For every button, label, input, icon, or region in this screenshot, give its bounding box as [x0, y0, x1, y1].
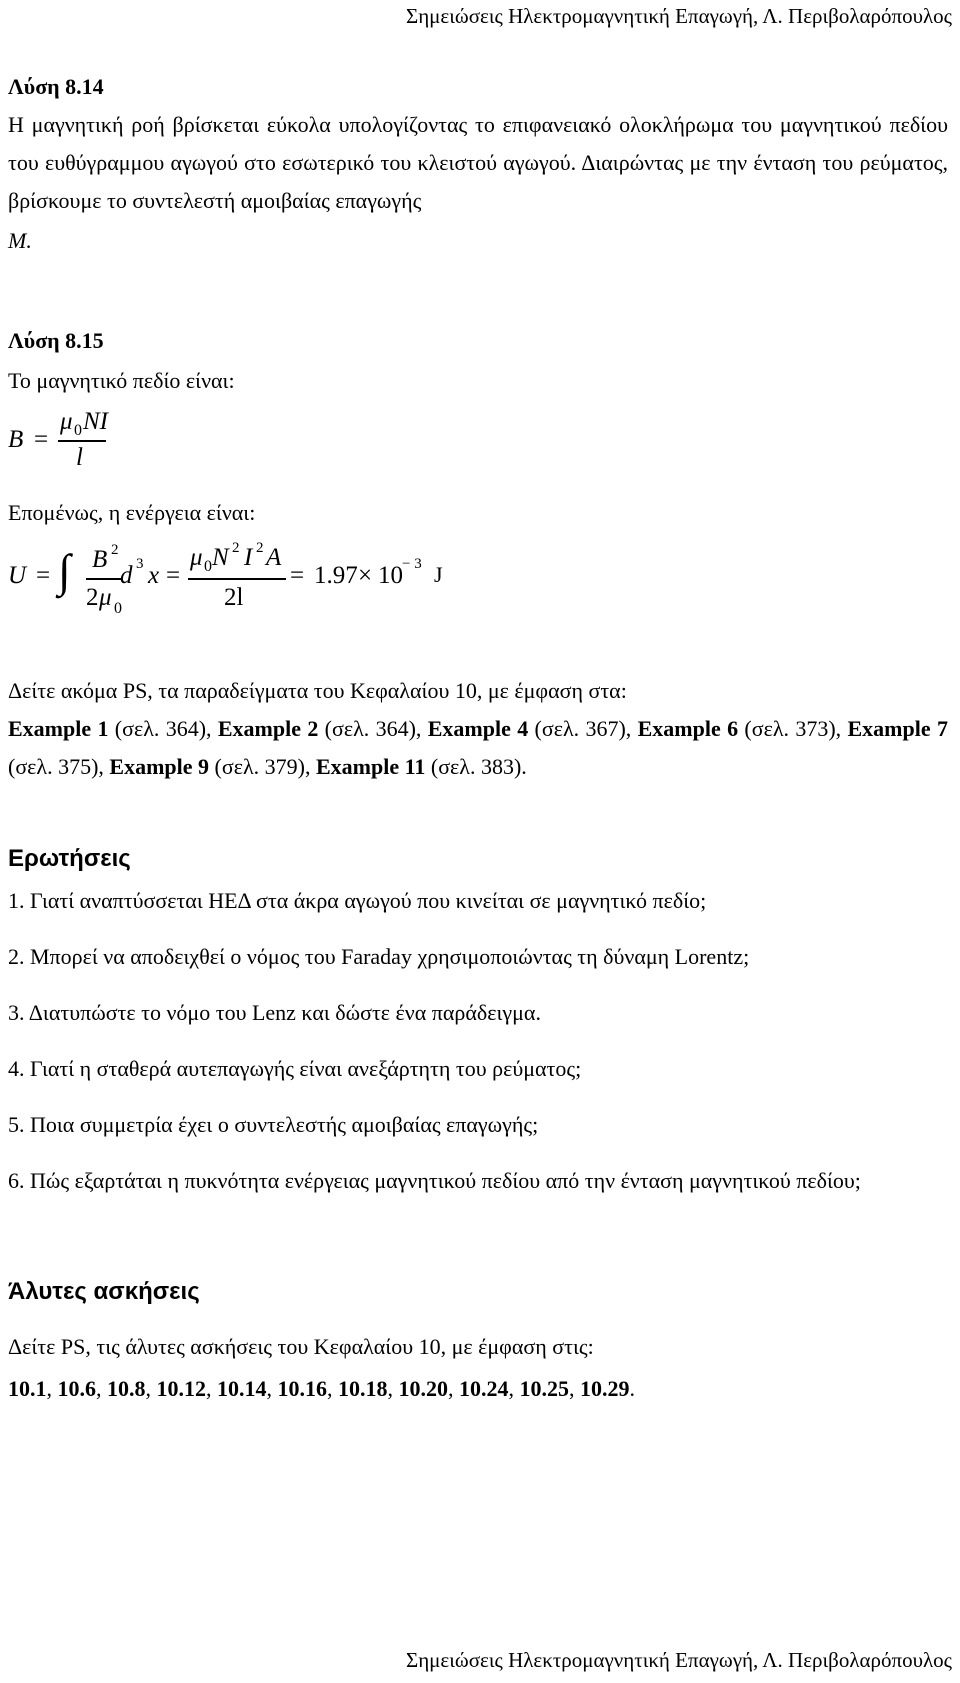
eq2-A: A — [266, 544, 282, 571]
eq1-sub0: 0 — [74, 422, 82, 439]
exercise-number: 10.1 — [8, 1376, 47, 1401]
eq2-equals-1: = — [36, 562, 51, 589]
energy-equation — [0, 540, 520, 630]
page-header: Σημειώσεις Ηλεκτρομαγνητική Επαγωγή, Λ. Περιβολαρόπουλος — [405, 4, 952, 28]
eq2-mu: μ — [99, 584, 112, 611]
example-page-ref: (σελ. 364), — [318, 716, 428, 741]
example-page-ref: (σελ. 383). — [425, 754, 527, 779]
exercise-number: 10.18 — [338, 1376, 388, 1401]
exercise-separator: , — [96, 1376, 107, 1401]
exercise-separator: , — [206, 1376, 217, 1401]
mutual-inductance-symbol: M. — [8, 228, 32, 253]
example-name: Example 2 — [217, 716, 319, 741]
eq2-I-exponent: 2 — [256, 540, 264, 556]
eq2-equals-3: = — [290, 562, 305, 589]
eq2-fraction-bar-1 — [86, 578, 122, 580]
example-name: Example 1 — [8, 716, 109, 741]
page-footer: Σημειώσεις Ηλεκτρομαγνητική Επαγωγή, Λ. Περιβολαρόπουλος — [405, 1648, 952, 1672]
unsolved-title: Άλυτες ασκήσεις — [8, 1278, 200, 1305]
eq2-exponent: − 3 — [402, 556, 422, 572]
eq2-value: 1.97 — [314, 562, 358, 589]
eq2-mu-2-sub0: 0 — [204, 558, 212, 575]
exercise-separator: , — [327, 1376, 338, 1401]
eq2-N-exponent: 2 — [232, 540, 240, 556]
exercise-number: 10.29 — [580, 1376, 630, 1401]
eq2-d-exponent: 3 — [136, 556, 144, 572]
eq2-N: N — [212, 544, 229, 571]
example-name: Example 7 — [847, 716, 948, 741]
eq2-fraction-bar-2 — [188, 578, 286, 580]
unsolved-text: Δείτε PS, τις άλυτες ασκήσεις του Κεφαλαίου 10, με έμφαση στις: — [8, 1334, 594, 1359]
eq1-denominator: l — [76, 444, 83, 471]
exercise-separator: . — [629, 1376, 635, 1401]
eq2-mu-sub0: 0 — [114, 600, 122, 617]
example-page-ref: (σελ. 367), — [528, 716, 638, 741]
eq2-denominator: 2l — [224, 584, 244, 611]
exercise-number: 10.6 — [57, 1376, 96, 1401]
eq1-mu: μ — [60, 408, 73, 435]
exercise-separator: , — [448, 1376, 459, 1401]
eq1-B: B — [8, 426, 24, 453]
unsolved-exercise-list — [8, 1372, 948, 1406]
exercise-number: 10.20 — [398, 1376, 448, 1401]
field-equation — [0, 408, 200, 478]
field-intro: Το μαγνητικό πεδίο είναι: — [8, 368, 235, 393]
example-page-ref: (σελ. 373), — [738, 716, 848, 741]
eq1-equals: = — [34, 426, 49, 453]
example-name: Example 11 — [315, 754, 426, 779]
example-page-ref: (σελ. 379), — [209, 754, 316, 779]
eq2-B-exponent: 2 — [111, 542, 119, 558]
eq1-NI: NI — [83, 408, 108, 435]
see-also-text: Δείτε ακόμα PS, τα παραδείγματα του Κεφαλαίου 10, με έμφαση στα: — [8, 678, 627, 703]
eq2-I: I — [244, 544, 253, 571]
exercise-number: 10.8 — [107, 1376, 146, 1401]
eq2-B: B — [92, 546, 108, 573]
eq2-times: × — [358, 562, 373, 589]
question-1: 1. Γιατί αναπτύσσεται ΗΕΔ στα άκρα αγωγού που κινείται σε μαγνητικό πεδίο; — [8, 888, 707, 913]
eq2-integral-sign: ∫ — [58, 545, 71, 596]
exercise-number: 10.24 — [459, 1376, 509, 1401]
example-page-ref: (σελ. 375), — [8, 754, 110, 779]
question-5: 5. Ποια συμμετρία έχει ο συντελεστής αμοιβαίας επαγωγής; — [8, 1112, 539, 1137]
question-6: 6. Πώς εξαρτάται η πυκνότητα ενέργειας μαγνητικού πεδίου από την ένταση μαγνητικού πεδίου; — [8, 1168, 861, 1193]
eq2-equals-2: = — [166, 562, 181, 589]
exercise-separator: , — [266, 1376, 278, 1401]
example-name: Example 6 — [637, 716, 739, 741]
eq2-mu-2: μ — [190, 544, 203, 571]
eq2-U: U — [8, 562, 27, 589]
solution-8-14-text — [8, 106, 948, 220]
solution-8-14-title: Λύση 8.14 — [8, 74, 104, 99]
exercise-number: 10.14 — [217, 1376, 267, 1401]
solution-8-15-title: Λύση 8.15 — [8, 328, 104, 353]
exercise-separator: , — [46, 1376, 58, 1401]
eq2-d: d — [120, 562, 133, 589]
exercise-separator: , — [387, 1376, 399, 1401]
eq2-two: 2 — [86, 584, 99, 611]
solution-8-14-body: Η μαγνητική ροή βρίσκεται εύκολα υπολογίζοντας το επιφανειακό ολοκλήρωμα του μαγνητικού πεδίου του ευθύγραμμου αγωγού στο εσωτερικό του κλειστού αγωγού. Διαιρώντας με την ένταση του ρεύματος, βρίσκουμε το συντελεστή αμοιβαίας επαγωγής — [8, 112, 948, 213]
question-2: 2. Μπορεί να αποδειχθεί ο νόμος του Faraday χρησιμοποιώντας τη δύναμη Lorentz; — [8, 944, 750, 969]
energy-intro: Επομένως, η ενέργεια είναι: — [8, 500, 256, 525]
questions-title: Ερωτήσεις — [8, 845, 131, 872]
exercise-separator: , — [145, 1376, 157, 1401]
question-3: 3. Διατυπώστε το νόμο του Lenz και δώστε ένα παράδειγμα. — [8, 1000, 541, 1025]
eq1-fraction-bar — [58, 440, 106, 442]
examples-list — [8, 710, 948, 786]
eq2-unit: J — [434, 562, 443, 587]
exercise-separator: , — [569, 1376, 580, 1401]
example-page-ref: (σελ. 364), — [108, 716, 218, 741]
exercise-separator: , — [508, 1376, 520, 1401]
exercise-number: 10.16 — [277, 1376, 327, 1401]
example-name: Example 4 — [427, 716, 529, 741]
question-4: 4. Γιατί η σταθερά αυτεπαγωγής είναι ανεξάρτητη του ρεύματος; — [8, 1056, 582, 1081]
example-name: Example 9 — [109, 754, 210, 779]
exercise-number: 10.25 — [519, 1376, 569, 1401]
eq2-ten: 10 — [378, 562, 403, 589]
eq2-x: x — [148, 562, 160, 589]
exercise-number: 10.12 — [156, 1376, 206, 1401]
